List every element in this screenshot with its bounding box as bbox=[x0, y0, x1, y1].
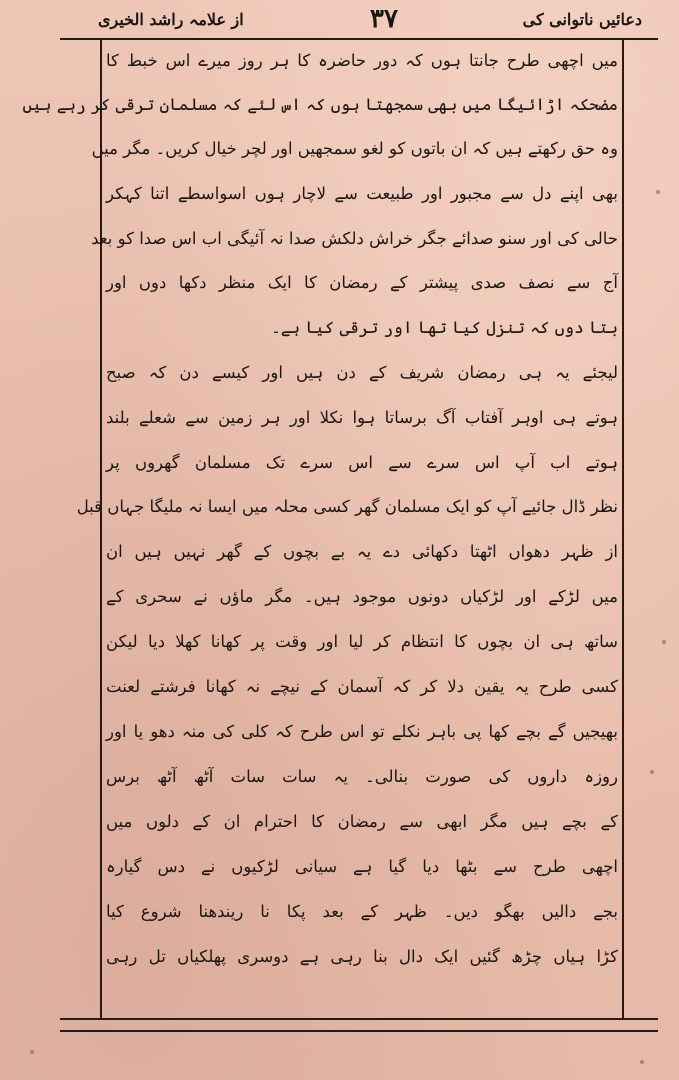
text-line: آج سے نصف صدی پیشتر کے رمضان کا ایک منظر دکھا دوں اور bbox=[106, 273, 618, 292]
paper-speck bbox=[656, 190, 660, 194]
text-line: بھیجیں گے بچے کھا پی باہر نکلے تو اس طرح کہ کلی کی منہ دھو یا اور bbox=[106, 722, 618, 741]
text-line: ہوتے ہی اوہر آفتاب آگ برساتا ہوا نکلا اور ہر زمین سے شعلے بلند bbox=[106, 408, 618, 427]
text-line: ساتھ ہی ان بچوں کا انتظام کر لیا اور وقت پر کھانا کھلا دیا لیکن bbox=[106, 632, 618, 651]
page-number: ۳۷ bbox=[370, 4, 398, 34]
text-line: کڑا ہیاں چڑھ گئیں ایک دال بنا رہی ہے دوسری پھلکیاں تل رہی bbox=[106, 947, 618, 966]
text-line: اچھی طرح سے بٹھا دیا گیا ہے سیانی لڑکیوں نے دس گیارہ bbox=[106, 857, 618, 876]
text-line: بتا دوں کہ تنزل کیا تھا اور ترقی کیا ہے۔ bbox=[271, 318, 618, 337]
bottom-rule bbox=[60, 1018, 658, 1020]
body-text bbox=[22, 46, 618, 1014]
page-header bbox=[70, 6, 650, 36]
paper-speck bbox=[30, 1050, 34, 1054]
text-line: مضحکہ اڑائیگا میں بھی سمجھتا ہوں کہ اس لئے کہ مسلمان ترقی کر رہے ہیں bbox=[22, 95, 618, 114]
top-rule bbox=[60, 38, 658, 40]
paper-speck bbox=[650, 770, 654, 774]
paper-speck bbox=[640, 1060, 644, 1064]
text-line: کسی طرح یہ یقین دلا کر کہ آسمان کے نیچے نہ کھانا فرشتے لعنت bbox=[106, 677, 618, 696]
left-margin-rule bbox=[100, 40, 102, 1018]
text-line: لیجئے یہ ہی رمضان شریف کے دن ہیں اور کیسے دن کہ صبح bbox=[106, 363, 618, 382]
bottom-rule-double bbox=[60, 1030, 658, 1032]
right-margin-rule bbox=[622, 40, 624, 1018]
text-line: بجے دالیں بھگو دیں۔ ظہر کے بعد پکا نا ریندھنا شروع کیا bbox=[106, 902, 618, 921]
text-line: کے بچے ہیں مگر ابھی سے رمضان کا احترام ان کے دلوں میں bbox=[106, 812, 618, 831]
paper-speck bbox=[662, 640, 666, 644]
text-line: وہ حق رکھتے ہیں کہ ان باتوں کو لغو سمجھیں اور لچر خیال کریں۔ مگر میں bbox=[91, 139, 618, 158]
text-line: روزہ داروں کی صورت بنالی۔ یہ سات سات آٹھ آٹھ برس bbox=[106, 767, 618, 786]
text-line: میں اچھی طرح جانتا ہوں کہ دور حاضرہ کا ہر روز میرے اس خبط کا bbox=[106, 51, 618, 70]
text-line: از ظہر دھواں اٹھتا دکھائی دے یہ بے بچوں کے گھر نہیں ہیں ان bbox=[106, 542, 618, 561]
header-book-title: دعائیں ناتوانی کی bbox=[522, 10, 642, 29]
text-line: نظر ڈال جائیے آپ کو ایک مسلمان گھر کسی محلہ میں ایسا نہ ملیگا جہاں قبل bbox=[76, 497, 618, 516]
text-line: ہوتے اب آپ اس سرے سے اس سرے تک مسلمان گھروں پر bbox=[106, 453, 618, 472]
text-line: میں لڑکے اور لڑکیاں دونوں موجود ہیں۔ مگر ماؤں نے سحری کے bbox=[106, 587, 618, 606]
text-line: بھی اپنے دل سے مجبور اور طبیعت سے لاچار ہوں اسواسطے اتنا کہکر bbox=[106, 184, 618, 203]
text-line: حالی کی اور سنو صدائے جگر خراش دلکش صدا نہ آئیگی اب اس صدا کو بعد bbox=[91, 229, 618, 248]
header-author: از علامہ راشد الخیری bbox=[98, 10, 244, 29]
